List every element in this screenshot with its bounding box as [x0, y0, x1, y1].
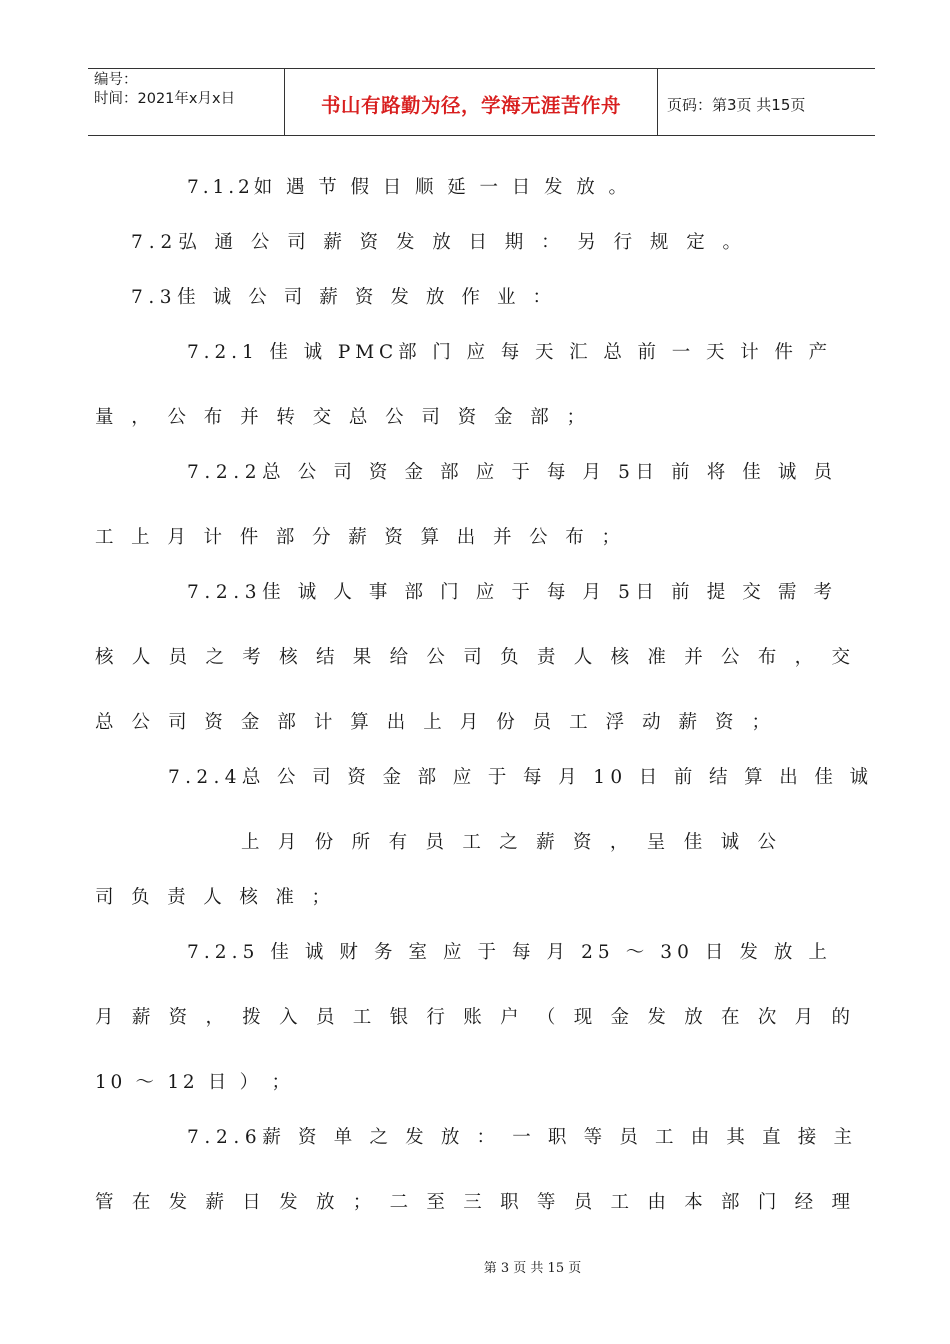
header-page-number: 页码：第3页 共15页	[667, 95, 806, 114]
text-line-9: 核 人 员 之 考 核 结 果 给 公 司 负 责 人 核 准 并 公 布 ， 交	[95, 647, 857, 668]
text-line-2: 7.2弘 通 公 司 薪 资 发 放 日 期 ： 另 行 规 定 。	[131, 232, 747, 253]
text-line-15: 月 薪 资 ， 拨 入 员 工 银 行 账 户 （ 现 金 发 放 在 次 月 的	[95, 1007, 857, 1028]
text-line-10: 总 公 司 资 金 部 计 算 出 上 月 份 员 工 浮 动 薪 资 ；	[95, 712, 777, 733]
document-number: 编号：	[94, 72, 138, 88]
text-line-8: 7.2.3佳 诚 人 事 部 门 应 于 每 月 5日 前 提 交 需 考	[187, 582, 838, 603]
text-line-13: 司 负 责 人 核 准 ；	[95, 887, 336, 908]
text-line-14: 7.2.5 佳 诚 财 务 室 应 于 每 月 25 ～ 30 日 发 放 上	[187, 942, 832, 963]
text-line-16: 10 ～ 12 日 ） ；	[95, 1072, 294, 1093]
document-time: 时间：2021年x月x日	[94, 91, 236, 107]
text-line-4: 7.2.1 佳 诚 PMC部 门 应 每 天 汇 总 前 一 天 计 件 产	[187, 342, 832, 363]
text-line-18: 管 在 发 薪 日 发 放 ； 二 至 三 职 等 员 工 由 本 部 门 经 理	[95, 1192, 857, 1213]
text-line-6: 7.2.2总 公 司 资 金 部 应 于 每 月 5日 前 将 佳 诚 员	[187, 462, 838, 483]
text-line-5: 量 ， 公 布 并 转 交 总 公 司 资 金 部 ；	[95, 407, 591, 428]
text-line-17: 7.2.6薪 资 单 之 发 放 ： 一 职 等 员 工 由 其 直 接 主	[187, 1127, 858, 1148]
header-motto: 书山有路勤为径，学海无涯苦作舟	[285, 69, 658, 135]
header-meta	[88, 69, 285, 135]
page-header	[88, 68, 875, 136]
text-line-1: 7.1.2如 遇 节 假 日 顺 延 一 日 发 放 。	[187, 177, 631, 198]
text-line-7: 工 上 月 计 件 部 分 薪 资 算 出 并 公 布 ；	[95, 527, 626, 548]
text-line-12: 上 月 份 所 有 员 工 之 薪 资 ， 呈 佳 诚 公	[241, 832, 783, 853]
text-line-11: 7.2.4总 公 司 资 金 部 应 于 每 月 10 日 前 结 算 出 佳 诚	[168, 767, 874, 788]
page-footer: 第 3 页 共 15 页	[483, 1261, 582, 1276]
text-line-3: 7.3佳 诚 公 司 薪 资 发 放 作 业 ：	[131, 287, 557, 308]
